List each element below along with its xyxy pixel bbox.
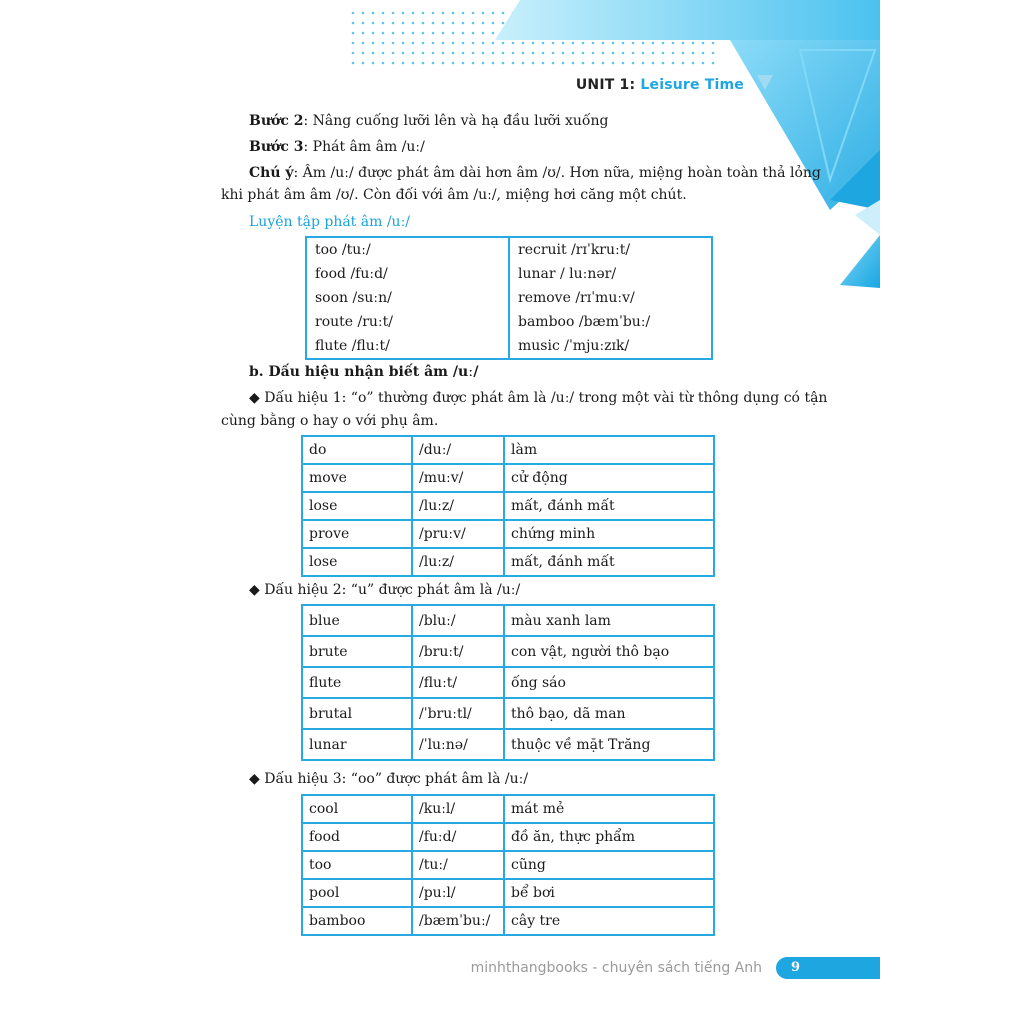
table-row bbox=[302, 851, 714, 879]
note-text-1: : Âm /uː/ được phát âm dài hơn âm /ʊ/. Hơn nữa, miệng hoàn toàn thả lỏng bbox=[293, 165, 821, 181]
note-line-2: khi phát âm âm /ʊ/. Còn đối với âm /uː/, miệng hơi căng một chút. bbox=[221, 187, 687, 203]
table-row bbox=[306, 237, 712, 262]
table-cell: cũng bbox=[504, 851, 714, 879]
table-cell: too /tuː/ bbox=[306, 237, 509, 262]
header-band bbox=[495, 0, 880, 40]
table-cell: lose bbox=[302, 548, 412, 576]
right-strip-2 bbox=[840, 235, 880, 288]
table-row bbox=[306, 334, 712, 359]
table-cell: lunar bbox=[302, 729, 412, 760]
table-row bbox=[302, 436, 714, 464]
table-cell: pool bbox=[302, 879, 412, 907]
table-cell: brutal bbox=[302, 698, 412, 729]
table-cell: /puːl/ bbox=[412, 879, 504, 907]
table-row bbox=[302, 636, 714, 667]
table-cell: food bbox=[302, 823, 412, 851]
table-row bbox=[302, 907, 714, 935]
table-cell: chứng minh bbox=[504, 520, 714, 548]
table-cell: đồ ăn, thực phẩm bbox=[504, 823, 714, 851]
sign2-line: ◆ Dấu hiệu 2: “u” được phát âm là /uː/ bbox=[249, 582, 521, 598]
table-row bbox=[302, 667, 714, 698]
table-cell: route /ruːt/ bbox=[306, 310, 509, 334]
footer-publisher: minhthangbooks - chuyên sách tiếng Anh bbox=[470, 960, 762, 976]
table-cell: mát mẻ bbox=[504, 795, 714, 823]
table-cell: /ˈluːnə/ bbox=[412, 729, 504, 760]
step2-text: : Nâng cuống lưỡi lên và hạ đầu lưỡi xuống bbox=[303, 113, 609, 129]
table-row bbox=[306, 262, 712, 286]
table-cell: remove /rɪˈmuːv/ bbox=[518, 290, 635, 306]
table-cell: /pruːv/ bbox=[412, 520, 504, 548]
table-cell: soon /suːn/ bbox=[306, 286, 509, 310]
section-b-heading: b. Dấu hiệu nhận biết âm /uː/ bbox=[249, 364, 479, 380]
table-cell: do bbox=[302, 436, 412, 464]
table-cell: food /fuːd/ bbox=[306, 262, 509, 286]
table-cell: music /ˈmjuːzɪk/ bbox=[518, 338, 630, 354]
table-cell: /duː/ bbox=[412, 436, 504, 464]
table-row bbox=[302, 729, 714, 760]
table-cell: /ˈbruːtl/ bbox=[412, 698, 504, 729]
sign3-table bbox=[301, 794, 715, 936]
table-row bbox=[302, 605, 714, 636]
table-cell: con vật, người thô bạo bbox=[504, 636, 714, 667]
step2-line bbox=[249, 110, 829, 132]
table-cell: mất, đánh mất bbox=[504, 492, 714, 520]
practice-table bbox=[305, 236, 713, 360]
table-cell: bamboo bbox=[302, 907, 412, 935]
sign2-table bbox=[301, 604, 715, 761]
table-cell: /fluːt/ bbox=[412, 667, 504, 698]
step3-label: Bước 3 bbox=[249, 139, 304, 155]
table-cell: /bæmˈbuː/ bbox=[412, 907, 504, 935]
step3-text: : Phát âm âm /uː/ bbox=[303, 139, 425, 155]
table-cell: /bruːt/ bbox=[412, 636, 504, 667]
table-cell: blue bbox=[302, 605, 412, 636]
table-cell: move bbox=[302, 464, 412, 492]
sign1-table bbox=[301, 435, 715, 577]
table-row bbox=[306, 286, 712, 310]
table-cell: flute /fluːt/ bbox=[306, 334, 509, 359]
table-cell: too bbox=[302, 851, 412, 879]
table-cell: /luːz/ bbox=[412, 548, 504, 576]
note-line-1 bbox=[249, 162, 829, 184]
table-cell: làm bbox=[504, 436, 714, 464]
table-cell: /tuː/ bbox=[412, 851, 504, 879]
table-cell: /bluː/ bbox=[412, 605, 504, 636]
table-cell: /kuːl/ bbox=[412, 795, 504, 823]
table-cell: cử động bbox=[504, 464, 714, 492]
table-cell: flute bbox=[302, 667, 412, 698]
table-cell: brute bbox=[302, 636, 412, 667]
table-row bbox=[302, 823, 714, 851]
page-number: 9 bbox=[791, 960, 801, 975]
table-cell: lunar / luːnər/ bbox=[518, 266, 617, 282]
unit-title: Leisure Time bbox=[640, 77, 744, 93]
step3-line bbox=[249, 136, 829, 158]
table-cell: màu xanh lam bbox=[504, 605, 714, 636]
table-row bbox=[302, 795, 714, 823]
table-cell: /muːv/ bbox=[412, 464, 504, 492]
table-row bbox=[306, 310, 712, 334]
table-row bbox=[302, 520, 714, 548]
table-cell: ống sáo bbox=[504, 667, 714, 698]
unit-label: UNIT 1: bbox=[575, 77, 636, 93]
table-cell: recruit /rɪˈkruːt/ bbox=[518, 242, 631, 258]
table-row bbox=[302, 879, 714, 907]
unit-header bbox=[576, 77, 744, 93]
practice-heading: Luyện tập phát âm /uː/ bbox=[249, 214, 410, 230]
table-cell: bamboo /bæmˈbuː/ bbox=[518, 314, 651, 330]
table-cell: thô bạo, dã man bbox=[504, 698, 714, 729]
table-cell: cool bbox=[302, 795, 412, 823]
table-row bbox=[302, 698, 714, 729]
note-label: Chú ý bbox=[249, 165, 294, 181]
sign1-line-2: cùng bằng o hay o với phụ âm. bbox=[221, 413, 439, 429]
table-cell: bể bơi bbox=[504, 879, 714, 907]
table-cell: thuộc về mặt Trăng bbox=[504, 729, 714, 760]
table-cell: /fuːd/ bbox=[412, 823, 504, 851]
table-cell: mất, đánh mất bbox=[504, 548, 714, 576]
table-cell: lose bbox=[302, 492, 412, 520]
sign1-line-1: ◆ Dấu hiệu 1: “o” thường được phát âm là /uː/ trong một vài từ thông dụng có tận bbox=[249, 390, 828, 406]
table-cell: /luːz/ bbox=[412, 492, 504, 520]
sign3-line: ◆ Dấu hiệu 3: “oo” được phát âm là /uː/ bbox=[249, 771, 529, 787]
table-cell: cây tre bbox=[504, 907, 714, 935]
table-row bbox=[302, 548, 714, 576]
table-row bbox=[302, 492, 714, 520]
table-row bbox=[302, 464, 714, 492]
table-cell: prove bbox=[302, 520, 412, 548]
step2-label: Bước 2 bbox=[249, 113, 304, 129]
